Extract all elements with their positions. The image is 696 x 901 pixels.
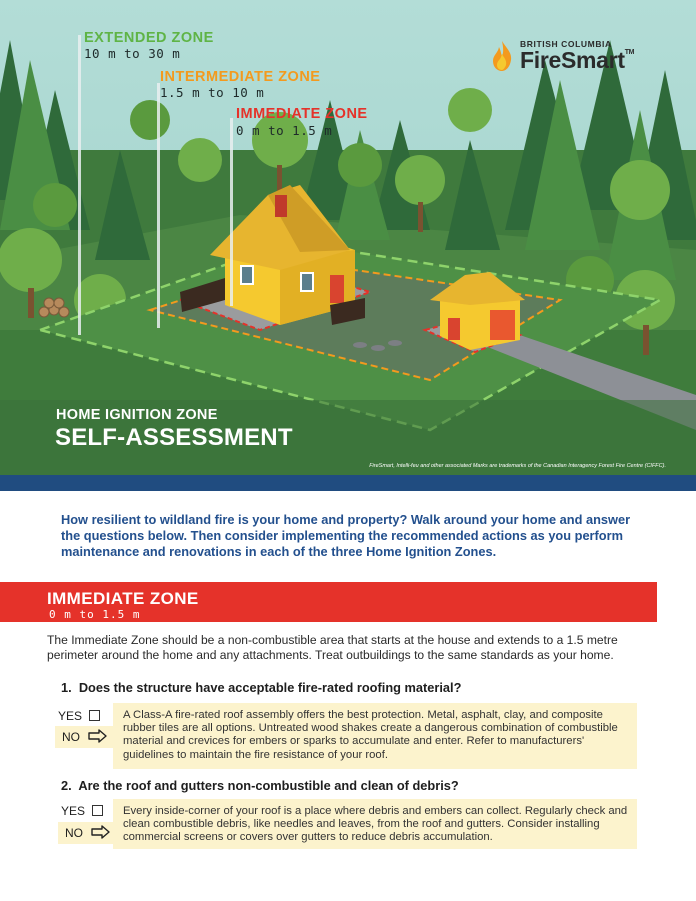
section-banner	[0, 582, 657, 622]
flame-icon	[490, 40, 514, 72]
trademark-notice: FireSmart, Intelli-feu and other associated Marks are trademarks of the Canadian Interagency Forest Fire Centre (CIFFC).	[369, 463, 666, 469]
firesmart-logo	[490, 40, 634, 72]
intro-paragraph: How resilient to wildland fire is your home and property? Walk around your home and answer the questions below. Then consider implementing the recommended actions as you perform maintenance and renovations in each of the three Home Ignition Zones.	[61, 512, 631, 559]
section-title: IMMEDIATE ZONE	[47, 589, 199, 608]
yes-checkbox[interactable]	[89, 710, 100, 721]
immediate-zone-range: 0 m to 1.5 m	[236, 123, 333, 138]
question-1-advice: A Class-A fire-rated roof assembly offers the best protection. Metal, asphalt, clay, and composite rubber tiles are all options. Untreated wood shakes create a dangerous combination of combustible material and crevices for embers or sparks to accumulate and enter. Refer to manufacturers' guidelines to maintain the fire resistance of your roof.	[113, 703, 637, 769]
immediate-zone-title: IMMEDIATE ZONE	[236, 106, 368, 122]
no-label: NO	[65, 826, 83, 840]
hero-title: SELF-ASSESSMENT	[55, 424, 293, 451]
arrow-right-icon	[88, 729, 108, 743]
yes-checkbox[interactable]	[92, 805, 103, 816]
extended-zone-title: EXTENDED ZONE	[84, 30, 214, 46]
yes-label: YES	[58, 709, 83, 723]
divider-band	[0, 475, 696, 491]
section-description: The Immediate Zone should be a non-combustible area that starts at the house and extends to a 1.5 metre perimeter around the home and any attachments. Treat outbuildings to the same standards as your home.	[47, 633, 618, 662]
question-2-advice: Every inside-corner of your roof is a place where debris and embers can collect. Regularly check and clean combustible debris, like needles and leaves, from the roof and gutters. Consider installing commercial screens or covers over gutters to reduce debris accumulation.	[113, 799, 637, 849]
question-1: 1. Does the structure have acceptable fire-rated roofing material?	[61, 680, 462, 695]
intermediate-zone-range: 1.5 m to 10 m	[160, 85, 265, 100]
yes-label: YES	[61, 804, 86, 818]
intermediate-zone-title: INTERMEDIATE ZONE	[160, 69, 321, 85]
section-range: 0 m to 1.5 m	[49, 608, 141, 621]
extended-zone-range: 10 m to 30 m	[84, 46, 181, 61]
arrow-right-icon	[91, 825, 111, 839]
no-label: NO	[62, 730, 80, 744]
brand-name: FireSmart™	[520, 46, 635, 73]
brand-region: BRITISH COLUMBIA	[520, 39, 612, 50]
question-2: 2. Are the roof and gutters non-combustible and clean of debris?	[61, 778, 459, 793]
hero-subtitle: HOME IGNITION ZONE	[56, 407, 218, 423]
